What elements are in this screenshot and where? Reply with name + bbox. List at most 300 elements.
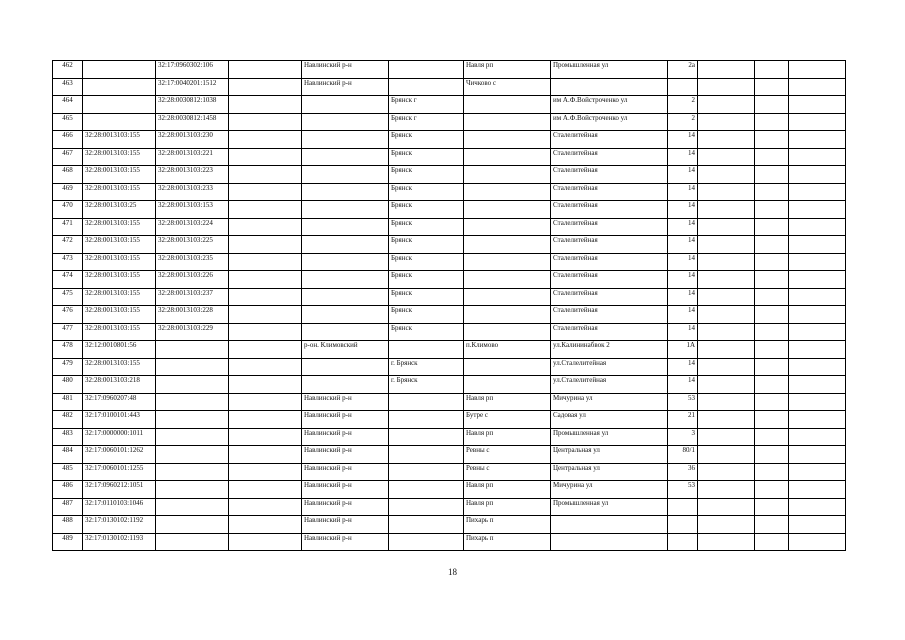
street-cell: Сталелитейная: [551, 148, 668, 166]
parent-cadastral-cell: [83, 96, 156, 114]
house-number-cell: 14: [668, 253, 698, 271]
district-cell: Навлинский р-н: [302, 61, 389, 79]
empty-cell: [755, 271, 789, 289]
street-cell: Сталелитейная: [551, 166, 668, 184]
empty-cell: [229, 498, 302, 516]
street-cell: Сталелитейная: [551, 271, 668, 289]
street-cell: ул.Сталелитейная: [551, 376, 668, 394]
settlement-cell: Навля рп: [464, 481, 551, 499]
settlement-cell: п.Климово: [464, 341, 551, 359]
empty-cell: [789, 183, 846, 201]
settlement-cell: Ревны с: [464, 446, 551, 464]
table-row: [53, 78, 846, 96]
house-number-cell: 21: [668, 411, 698, 429]
street-cell: ул.Сталелитейная: [551, 358, 668, 376]
empty-cell: [698, 288, 755, 306]
house-number-cell: 3: [668, 428, 698, 446]
parent-cadastral-cell: 32:28:0013103:155: [83, 271, 156, 289]
empty-cell: [698, 358, 755, 376]
empty-cell: [229, 481, 302, 499]
empty-cell: [698, 533, 755, 551]
empty-cell: [789, 376, 846, 394]
empty-cell: [698, 236, 755, 254]
empty-cell: [789, 131, 846, 149]
parent-cadastral-cell: 32:28:0013103:155: [83, 218, 156, 236]
table-row: [53, 533, 846, 551]
cadastral-number-cell: [156, 376, 229, 394]
row-number-cell: 464: [53, 96, 83, 114]
table-row: [53, 481, 846, 499]
empty-cell: [229, 393, 302, 411]
district-cell: [302, 218, 389, 236]
city-cell: [389, 498, 464, 516]
empty-cell: [698, 481, 755, 499]
district-cell: [302, 201, 389, 219]
empty-cell: [755, 166, 789, 184]
row-number-cell: 478: [53, 341, 83, 359]
settlement-cell: Ревны с: [464, 463, 551, 481]
cadastral-number-cell: 32:28:0030812:1038: [156, 96, 229, 114]
empty-cell: [698, 148, 755, 166]
city-cell: Брянск: [389, 253, 464, 271]
settlement-cell: [464, 148, 551, 166]
empty-cell: [755, 481, 789, 499]
district-cell: Навлинский р-н: [302, 533, 389, 551]
district-cell: [302, 148, 389, 166]
table-row: [53, 218, 846, 236]
house-number-cell: 53: [668, 393, 698, 411]
empty-cell: [755, 131, 789, 149]
house-number-cell: 14: [668, 131, 698, 149]
empty-cell: [229, 376, 302, 394]
district-cell: [302, 306, 389, 324]
parent-cadastral-cell: 32:28:0013103:25: [83, 201, 156, 219]
street-cell: Центральная ул: [551, 463, 668, 481]
empty-cell: [789, 516, 846, 534]
parent-cadastral-cell: [83, 113, 156, 131]
city-cell: Брянск: [389, 166, 464, 184]
empty-cell: [755, 393, 789, 411]
empty-cell: [229, 253, 302, 271]
table-row: [53, 271, 846, 289]
cadastral-number-cell: 32:28:0013103:235: [156, 253, 229, 271]
settlement-cell: Чичково с: [464, 78, 551, 96]
empty-cell: [698, 201, 755, 219]
district-cell: [302, 376, 389, 394]
parent-cadastral-cell: 32:28:0013103:155: [83, 131, 156, 149]
empty-cell: [229, 358, 302, 376]
empty-cell: [789, 113, 846, 131]
house-number-cell: 14: [668, 323, 698, 341]
parent-cadastral-cell: [83, 61, 156, 79]
empty-cell: [755, 516, 789, 534]
empty-cell: [755, 253, 789, 271]
district-cell: Навлинский р-н: [302, 78, 389, 96]
cadastral-number-cell: [156, 428, 229, 446]
street-cell: Центральная ул: [551, 446, 668, 464]
empty-cell: [789, 306, 846, 324]
empty-cell: [229, 411, 302, 429]
row-number-cell: 469: [53, 183, 83, 201]
parent-cadastral-cell: 32:28:0013103:155: [83, 306, 156, 324]
settlement-cell: Пихарь п: [464, 516, 551, 534]
table-row: [53, 341, 846, 359]
row-number-cell: 489: [53, 533, 83, 551]
city-cell: Брянск г: [389, 96, 464, 114]
empty-cell: [789, 236, 846, 254]
empty-cell: [789, 481, 846, 499]
house-number-cell: 14: [668, 376, 698, 394]
cadastral-number-cell: [156, 411, 229, 429]
row-number-cell: 462: [53, 61, 83, 79]
empty-cell: [755, 148, 789, 166]
district-cell: Навлинский р-н: [302, 393, 389, 411]
empty-cell: [698, 218, 755, 236]
empty-cell: [229, 148, 302, 166]
street-cell: Сталелитейная: [551, 183, 668, 201]
empty-cell: [229, 218, 302, 236]
settlement-cell: [464, 271, 551, 289]
empty-cell: [229, 463, 302, 481]
settlement-cell: [464, 96, 551, 114]
district-cell: [302, 96, 389, 114]
settlement-cell: [464, 323, 551, 341]
empty-cell: [789, 341, 846, 359]
cadastral-number-cell: 32:17:0960302:106: [156, 61, 229, 79]
street-cell: Сталелитейная: [551, 306, 668, 324]
district-cell: Навлинский р-н: [302, 498, 389, 516]
empty-cell: [789, 533, 846, 551]
row-number-cell: 467: [53, 148, 83, 166]
district-cell: [302, 236, 389, 254]
row-number-cell: 470: [53, 201, 83, 219]
row-number-cell: 487: [53, 498, 83, 516]
street-cell: Сталелитейная: [551, 218, 668, 236]
street-cell: Мичурина ул: [551, 393, 668, 411]
empty-cell: [698, 78, 755, 96]
house-number-cell: 80/1: [668, 446, 698, 464]
district-cell: Навлинский р-н: [302, 481, 389, 499]
city-cell: [389, 411, 464, 429]
parent-cadastral-cell: 32:28:0013103:218: [83, 376, 156, 394]
district-cell: Навлинский р-н: [302, 411, 389, 429]
empty-cell: [755, 78, 789, 96]
row-number-cell: 488: [53, 516, 83, 534]
cadastral-number-cell: [156, 516, 229, 534]
table-row: [53, 516, 846, 534]
row-number-cell: 481: [53, 393, 83, 411]
district-cell: [302, 183, 389, 201]
row-number-cell: 483: [53, 428, 83, 446]
empty-cell: [755, 183, 789, 201]
district-cell: [302, 358, 389, 376]
empty-cell: [698, 253, 755, 271]
table-row: [53, 446, 846, 464]
city-cell: Брянск: [389, 131, 464, 149]
district-cell: [302, 288, 389, 306]
house-number-cell: 1А: [668, 341, 698, 359]
house-number-cell: [668, 516, 698, 534]
empty-cell: [755, 236, 789, 254]
cadastral-number-cell: 32:28:0013103:228: [156, 306, 229, 324]
parent-cadastral-cell: 32:28:0013103:155: [83, 358, 156, 376]
empty-cell: [789, 358, 846, 376]
settlement-cell: [464, 113, 551, 131]
table-row: [53, 253, 846, 271]
settlement-cell: [464, 236, 551, 254]
street-cell: Сталелитейная: [551, 288, 668, 306]
row-number-cell: 465: [53, 113, 83, 131]
city-cell: [389, 446, 464, 464]
street-cell: им А.Ф.Войстроченко ул: [551, 96, 668, 114]
parent-cadastral-cell: 32:17:0060101:1262: [83, 446, 156, 464]
city-cell: Брянск: [389, 288, 464, 306]
parent-cadastral-cell: 32:17:0060101:1255: [83, 463, 156, 481]
empty-cell: [755, 446, 789, 464]
settlement-cell: [464, 288, 551, 306]
empty-cell: [789, 61, 846, 79]
house-number-cell: 14: [668, 148, 698, 166]
empty-cell: [789, 271, 846, 289]
empty-cell: [229, 166, 302, 184]
street-cell: Мичурина ул: [551, 481, 668, 499]
empty-cell: [698, 306, 755, 324]
house-number-cell: 14: [668, 166, 698, 184]
empty-cell: [229, 428, 302, 446]
empty-cell: [755, 411, 789, 429]
settlement-cell: [464, 358, 551, 376]
empty-cell: [755, 201, 789, 219]
parent-cadastral-cell: 32:17:0960207:48: [83, 393, 156, 411]
empty-cell: [755, 323, 789, 341]
district-cell: [302, 166, 389, 184]
street-cell: [551, 516, 668, 534]
row-number-cell: 479: [53, 358, 83, 376]
empty-cell: [229, 446, 302, 464]
settlement-cell: Пихарь п: [464, 533, 551, 551]
district-cell: Навлинский р-н: [302, 446, 389, 464]
house-number-cell: 36: [668, 463, 698, 481]
table-row: [53, 96, 846, 114]
parent-cadastral-cell: 32:28:0013103:155: [83, 236, 156, 254]
empty-cell: [789, 463, 846, 481]
table-row: [53, 236, 846, 254]
city-cell: Брянск: [389, 148, 464, 166]
empty-cell: [789, 148, 846, 166]
city-cell: г. Брянск: [389, 358, 464, 376]
city-cell: [389, 428, 464, 446]
street-cell: им А.Ф.Войстроченко ул: [551, 113, 668, 131]
empty-cell: [789, 253, 846, 271]
city-cell: [389, 481, 464, 499]
empty-cell: [789, 288, 846, 306]
empty-cell: [755, 376, 789, 394]
city-cell: Брянск: [389, 218, 464, 236]
parent-cadastral-cell: 32:17:0130102:1192: [83, 516, 156, 534]
empty-cell: [789, 78, 846, 96]
row-number-cell: 463: [53, 78, 83, 96]
table-row: [53, 113, 846, 131]
empty-cell: [755, 358, 789, 376]
empty-cell: [698, 96, 755, 114]
city-cell: [389, 341, 464, 359]
street-cell: Сталелитейная: [551, 253, 668, 271]
house-number-cell: 2: [668, 96, 698, 114]
house-number-cell: 14: [668, 288, 698, 306]
house-number-cell: [668, 78, 698, 96]
cadastral-number-cell: [156, 498, 229, 516]
registry-table: [52, 60, 846, 551]
empty-cell: [698, 183, 755, 201]
settlement-cell: [464, 306, 551, 324]
house-number-cell: 14: [668, 271, 698, 289]
cadastral-number-cell: 32:28:0013103:221: [156, 148, 229, 166]
row-number-cell: 468: [53, 166, 83, 184]
table-row: [53, 323, 846, 341]
city-cell: г. Брянск: [389, 376, 464, 394]
settlement-cell: Бутре с: [464, 411, 551, 429]
cadastral-number-cell: [156, 446, 229, 464]
street-cell: [551, 533, 668, 551]
row-number-cell: 482: [53, 411, 83, 429]
row-number-cell: 485: [53, 463, 83, 481]
table-row: [53, 201, 846, 219]
empty-cell: [229, 306, 302, 324]
row-number-cell: 475: [53, 288, 83, 306]
table-row: [53, 183, 846, 201]
empty-cell: [229, 323, 302, 341]
city-cell: Брянск: [389, 236, 464, 254]
street-cell: Сталелитейная: [551, 323, 668, 341]
row-number-cell: 477: [53, 323, 83, 341]
page-number: 18: [448, 567, 457, 577]
empty-cell: [755, 341, 789, 359]
empty-cell: [698, 113, 755, 131]
empty-cell: [698, 131, 755, 149]
settlement-cell: Навля рп: [464, 61, 551, 79]
cadastral-number-cell: [156, 341, 229, 359]
table-row: [53, 498, 846, 516]
city-cell: [389, 516, 464, 534]
row-number-cell: 466: [53, 131, 83, 149]
table-body: [53, 61, 846, 551]
district-cell: [302, 131, 389, 149]
city-cell: Брянск: [389, 183, 464, 201]
empty-cell: [229, 236, 302, 254]
street-cell: Сталелитейная: [551, 236, 668, 254]
cadastral-number-cell: 32:28:0013103:224: [156, 218, 229, 236]
empty-cell: [789, 428, 846, 446]
city-cell: Брянск: [389, 271, 464, 289]
empty-cell: [755, 533, 789, 551]
table-row: [53, 393, 846, 411]
empty-cell: [229, 201, 302, 219]
table-row: [53, 411, 846, 429]
empty-cell: [755, 113, 789, 131]
row-number-cell: 484: [53, 446, 83, 464]
empty-cell: [698, 428, 755, 446]
table-row: [53, 131, 846, 149]
empty-cell: [698, 446, 755, 464]
district-cell: Навлинский р-н: [302, 428, 389, 446]
parent-cadastral-cell: 32:28:0013103:155: [83, 288, 156, 306]
street-cell: Промышленная ул: [551, 428, 668, 446]
empty-cell: [229, 96, 302, 114]
cadastral-number-cell: 32:28:0013103:229: [156, 323, 229, 341]
empty-cell: [789, 393, 846, 411]
cadastral-number-cell: [156, 533, 229, 551]
street-cell: Сталелитейная: [551, 201, 668, 219]
house-number-cell: 2а: [668, 61, 698, 79]
table-row: [53, 166, 846, 184]
empty-cell: [698, 498, 755, 516]
empty-cell: [229, 271, 302, 289]
empty-cell: [698, 323, 755, 341]
empty-cell: [229, 113, 302, 131]
table-row: [53, 428, 846, 446]
row-number-cell: 486: [53, 481, 83, 499]
city-cell: Брянск г: [389, 113, 464, 131]
house-number-cell: [668, 498, 698, 516]
row-number-cell: 480: [53, 376, 83, 394]
empty-cell: [789, 96, 846, 114]
settlement-cell: [464, 131, 551, 149]
cadastral-number-cell: 32:28:0013103:225: [156, 236, 229, 254]
empty-cell: [789, 201, 846, 219]
parent-cadastral-cell: 32:28:0013103:155: [83, 253, 156, 271]
empty-cell: [789, 323, 846, 341]
empty-cell: [789, 498, 846, 516]
parent-cadastral-cell: 32:17:0110103:1046: [83, 498, 156, 516]
empty-cell: [698, 166, 755, 184]
empty-cell: [229, 183, 302, 201]
row-number-cell: 471: [53, 218, 83, 236]
cadastral-number-cell: [156, 393, 229, 411]
empty-cell: [755, 428, 789, 446]
street-cell: Сталелитейная: [551, 131, 668, 149]
empty-cell: [698, 463, 755, 481]
parent-cadastral-cell: 32:28:0013103:155: [83, 183, 156, 201]
empty-cell: [698, 341, 755, 359]
parent-cadastral-cell: 32:17:0960212:1051: [83, 481, 156, 499]
city-cell: Брянск: [389, 306, 464, 324]
city-cell: [389, 61, 464, 79]
row-number-cell: 472: [53, 236, 83, 254]
street-cell: Промышленная ул: [551, 61, 668, 79]
empty-cell: [789, 218, 846, 236]
city-cell: [389, 533, 464, 551]
city-cell: Брянск: [389, 323, 464, 341]
empty-cell: [698, 61, 755, 79]
street-cell: Садовая ул: [551, 411, 668, 429]
empty-cell: [755, 306, 789, 324]
table-row: [53, 306, 846, 324]
parent-cadastral-cell: [83, 78, 156, 96]
settlement-cell: [464, 376, 551, 394]
empty-cell: [755, 218, 789, 236]
settlement-cell: [464, 218, 551, 236]
cadastral-number-cell: 32:28:0013103:153: [156, 201, 229, 219]
city-cell: [389, 78, 464, 96]
empty-cell: [789, 411, 846, 429]
empty-cell: [789, 446, 846, 464]
city-cell: Брянск: [389, 201, 464, 219]
empty-cell: [755, 288, 789, 306]
empty-cell: [698, 393, 755, 411]
empty-cell: [229, 78, 302, 96]
street-cell: Промышленная ул: [551, 498, 668, 516]
house-number-cell: 14: [668, 183, 698, 201]
